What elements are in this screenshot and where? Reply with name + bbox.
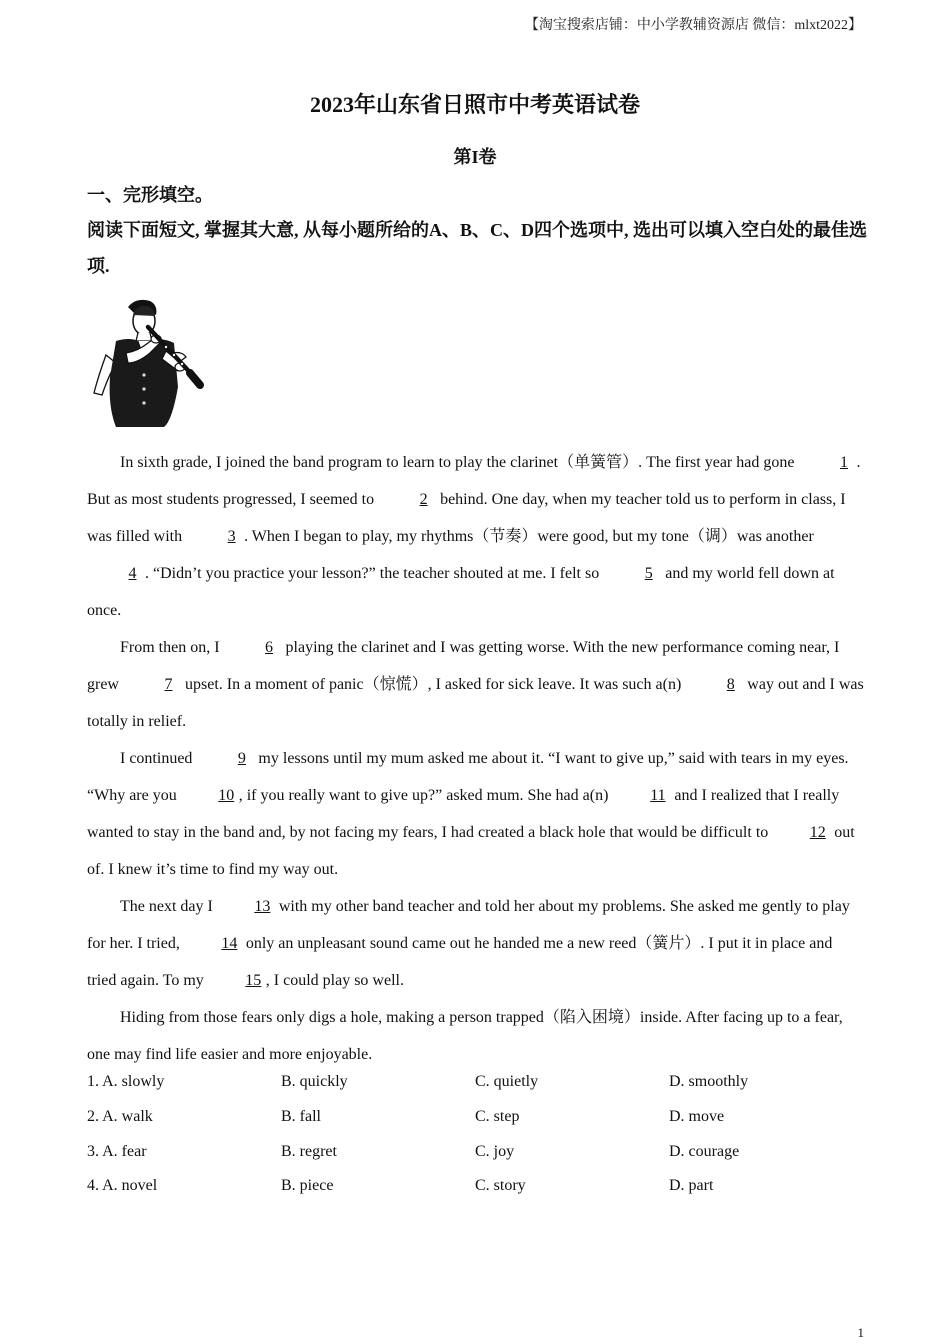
- paragraph-1: In sixth grade, I joined the band program to learn to play the clarinet（单簧管）. The first year had gone 1 . But as most students progressed, I seemed to 2 behind. One day, when my teacher told us to perform in class, I was filled with 3 . When I began to play, my rhythms（节奏）were good, but my tone（调）was another 4 . “Didn’t you practice your lesson?” the teacher shouted at me. I felt so 5 and my world fell down at once.: [87, 444, 865, 629]
- blank-1: 1: [839, 454, 848, 471]
- option-d: D. part: [669, 1177, 714, 1195]
- option-a: 3. A. fear: [87, 1142, 147, 1160]
- volume-label: 第I卷: [453, 147, 497, 167]
- blank-10: 10: [218, 787, 235, 804]
- paragraph-3: I continued 9 my lessons until my mum asked me about it. “I want to give up,” said with tears in my eyes. “Why are you 10 , if you really want to give up?” asked mum. She had a(n) 11 and I realized that I really wanted to stay in the band and, by not facing my fears, I had created a black hole that would be difficult to 12 out of. I knew it’s time to find my way out.: [87, 740, 865, 888]
- blank-15: 15: [245, 972, 262, 989]
- option-d: D. smoothly: [669, 1073, 749, 1091]
- option-c: C. story: [475, 1177, 526, 1195]
- option-b: B. fall: [281, 1108, 321, 1126]
- option-b: B. regret: [281, 1142, 337, 1160]
- blank-11: 11: [650, 787, 666, 804]
- question-1-options: [87, 1065, 867, 1100]
- option-c: C. quietly: [475, 1073, 539, 1091]
- shop-note: 【淘宝搜索店铺：中小学教辅资源店 微信：mlxt2022】: [524, 18, 862, 33]
- blank-7: 7: [164, 676, 173, 693]
- option-a: 1. A. slowly: [87, 1073, 165, 1091]
- option-d: D. courage: [669, 1142, 740, 1160]
- blank-4: 4: [128, 565, 137, 582]
- paragraph-5: Hiding from those fears only digs a hole, making a person trapped（陷入困境）inside. After facing up to a fear, one may find life easier and more enjoyable.: [87, 1009, 843, 1063]
- option-a: 4. A. novel: [87, 1177, 158, 1195]
- paragraph-2: From then on, I 6 playing the clarinet and I was getting worse. With the new performance coming near, I grew 7 upset. In a moment of panic（惊慌）, I asked for sick leave. It was such a(n) 8 way out and I was totally in relief.: [87, 629, 865, 740]
- page-number: 1: [857, 1325, 864, 1340]
- instructions: 阅读下面短文, 掌握其大意, 从每小题所给的A、B、C、D四个选项中, 选出可以填入空白处的最佳选项.: [87, 220, 867, 276]
- question-3-options: [87, 1134, 867, 1169]
- clarinet-player-illustration: [86, 297, 204, 429]
- question-4-options: [87, 1169, 867, 1204]
- blank-5: 5: [644, 565, 653, 582]
- blank-9: 9: [237, 750, 246, 767]
- option-a: 2. A. walk: [87, 1108, 153, 1126]
- option-b: B. piece: [281, 1177, 334, 1195]
- question-2-options: [87, 1100, 867, 1135]
- exam-title: 2023年山东省日照市中考英语试卷: [309, 92, 640, 117]
- reading-passage: [87, 444, 865, 1073]
- answer-options: [87, 1065, 867, 1204]
- blank-3: 3: [227, 528, 236, 545]
- blank-6: 6: [265, 639, 274, 656]
- blank-8: 8: [726, 676, 735, 693]
- blank-2: 2: [419, 491, 428, 508]
- blank-12: 12: [809, 824, 826, 841]
- paragraph-4: The next day I 13 with my other band teacher and told her about my problems. She asked me gently to play for her. I tried, 14 only an unpleasant sound came out he handed me a new reed（簧片）. I put it in place and tried again. To my 15 , I could play so well.: [87, 888, 865, 999]
- option-d: D. move: [669, 1108, 725, 1126]
- blank-14: 14: [221, 935, 238, 952]
- option-c: C. joy: [475, 1142, 515, 1160]
- option-c: C. step: [475, 1108, 520, 1126]
- blank-13: 13: [254, 898, 271, 915]
- option-b: B. quickly: [281, 1073, 348, 1091]
- section-heading: 一、完形填空。: [87, 185, 213, 205]
